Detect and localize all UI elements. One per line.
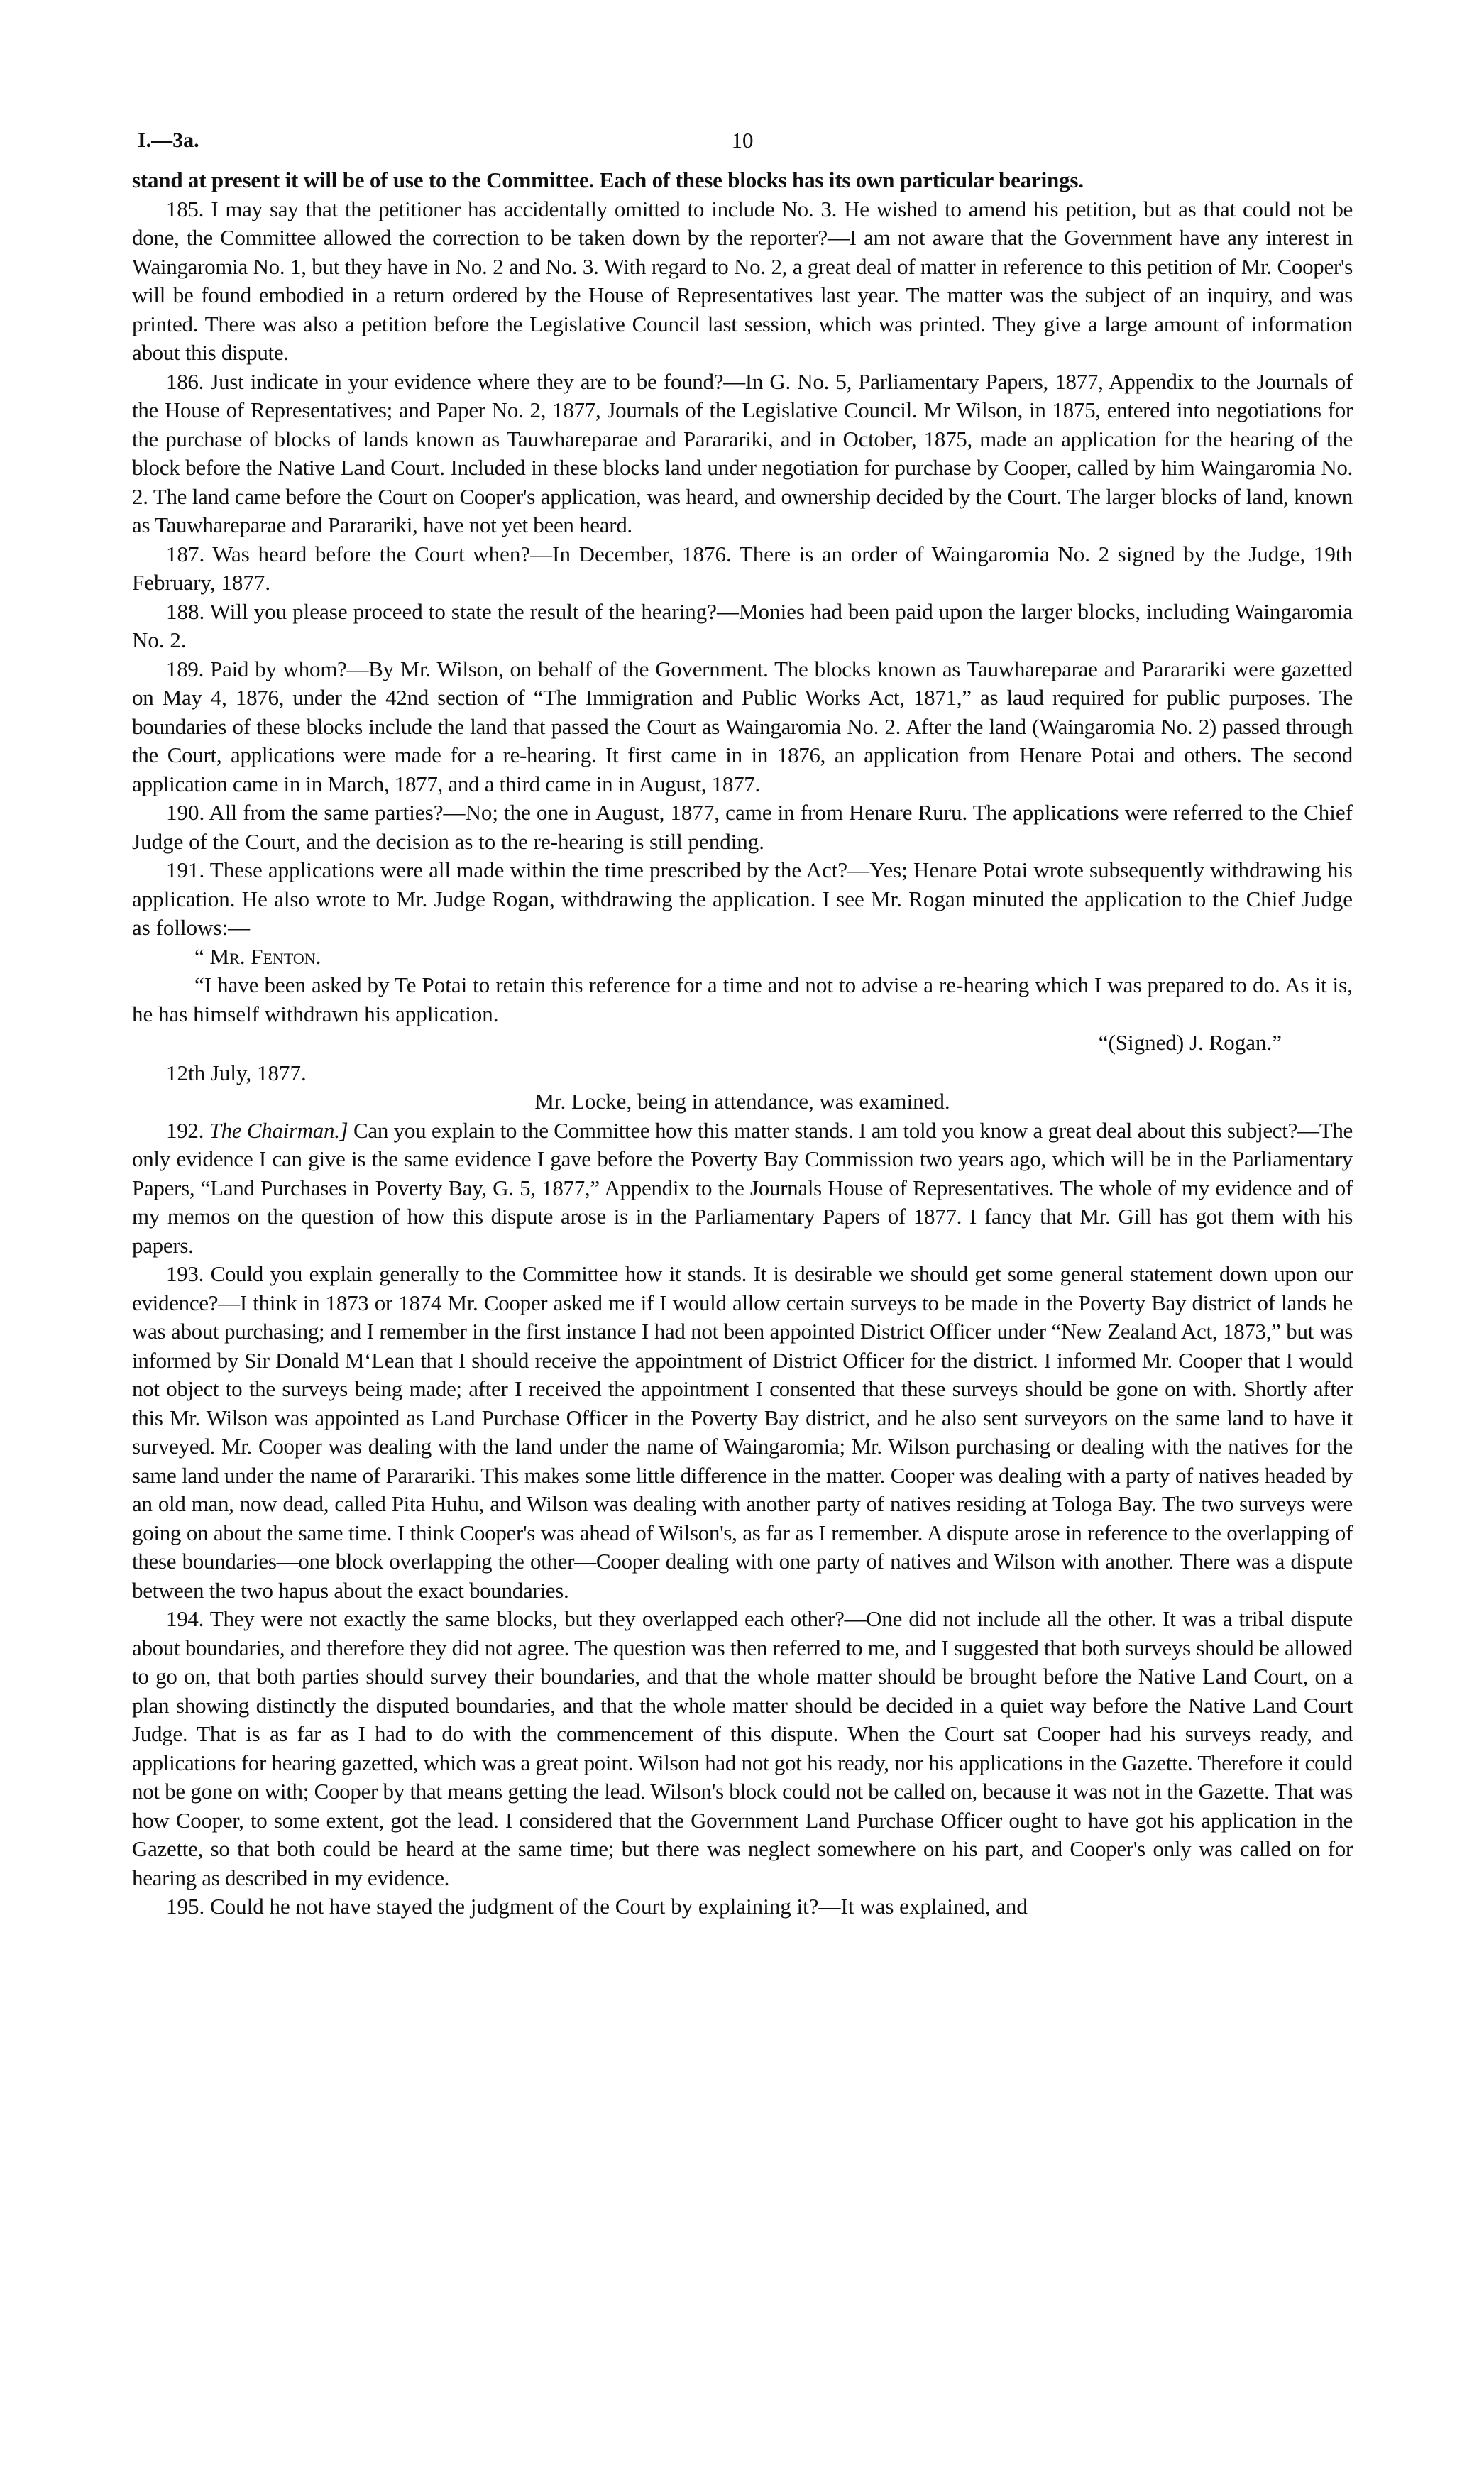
paragraph-191: 191. These applications were all made within the time prescribed by the Act?—Yes; Henare Potai wrote subsequently withdrawing his application. He also wrote to Mr. Judge Rogan, withdrawing the application. I see Mr. Rogan minuted the application to the Chief Judge as follows:— [132,857,1353,940]
page-header [132,121,1353,166]
quoted-minute: “I have been asked by Te Potai to retain this reference for a time and not to advise a re-hearing which I was prepared to do. As it is, he has himself withdrawn his application. [132,972,1353,1026]
paragraph-185: 185. I may say that the petitioner has accidentally omitted to include No. 3. He wished to amend his petition, but as that could not be done, the Committee allowed the correction to be taken down by the reporter?—I am not aware that the Government have any interest in Waingaromia No. 1, but they have in No. 2 and No. 3. With regard to No. 2, a great deal of matter in reference to this petition of Mr. Cooper's will be found embodied in a return ordered by the House of Representatives last year. The matter was the subject of an inquiry, and was printed. There was also a petition before the Legislative Council last session, which was printed. They give a large amount of information about this dispute. [132,196,1353,365]
paragraph-192-speaker: The Chairman.] [209,1117,348,1143]
paragraph-193: 193. Could you explain generally to the Committee how it stands. It is desirable we should get some general statement down upon our evidence?—I think in 1873 or 1874 Mr. Cooper asked me if I would allow certain surveys to be made in the Poverty Bay district of lands he was about purchasing; and I remember in the first instance I had not been appointed District Officer under “New Zealand Act, 1873,” but was informed by Sir Donald M‘Lean that I should receive the appointment of District Officer for the district. I informed Mr. Cooper that I would not object to the surveys being made; after I received the appointment I consented that these surveys should be gone on with. Shortly after this Mr. Wilson was appointed as Land Purchase Officer in the Poverty Bay district, and he also sent surveyors on the same land to have it surveyed. Mr. Cooper was dealing with the land under the name of Waingaromia; Mr. Wilson purchasing or dealing with the natives for the same land under the name of Pararariki. This makes some little difference in the matter. Cooper was dealing with a party of natives headed by an old man, now dead, called Pita Huhu, and Wilson was dealing with another party of natives residing at Tologa Bay. The two surveys were going on about the same time. I think Cooper's was ahead of Wilson's, as far as I remember. A dispute arose in reference to the overlapping of these boundaries—one block overlapping the other—Cooper dealing with one party of natives and Wilson with another. There was a dispute between the two hapus about the exact boundaries. [132,1261,1353,1603]
opening-line: stand at present it will be of use to the Committee. Each of these blocks has its own particular bearings. [132,168,1084,192]
date-line: 12th July, 1877. [166,1060,307,1085]
paragraph-190: 190. All from the same parties?—No; the one in August, 1877, came in from Henare Ruru. The applications were referred to the Chief Judge of the Court, and the decision as to the re-hearing is still pending. [132,800,1353,854]
salutation-line: “ Mr. Fenton. [194,943,321,969]
page-number: 10 [731,128,754,153]
paragraph-187: 187. Was heard before the Court when?—In December, 1876. There is an order of Waingaromia No. 2 signed by the Judge, 19th February, 1877. [132,541,1353,595]
paragraph-194: 194. They were not exactly the same blocks, but they overlapped each other?—One did not include all the other. It was a tribal dispute about boundaries, and therefore they did not agree. The question was then referred to me, and I suggested that both surveys should be allowed to go on, that both parties should survey their boundaries, and that the whole matter should be brought before the Native Land Court, on a plan showing distinctly the disputed boundaries, and that the whole matter should be decided in a quiet way before the Native Land Court Judge. That is as far as I had to do with the commencement of this dispute. When the Court sat Cooper had his surveys ready, and applications for hearing gazetted, which was a great point. Wilson had not got his ready, nor his applications in the Gazette. Therefore it could not be gone on with; Cooper by that means getting the lead. Wilson's block could not be called on, because it was not in the Gazette. That was how Cooper, to some extent, got the lead. I considered that the Government Land Purchase Officer ought to have got his application in the Gazette, so that both could be heard at the same time; but there was neglect somewhere on his part, and Cooper's only was called on for hearing as described in my evidence. [132,1606,1353,1890]
witness-examined-line: Mr. Locke, being in attendance, was examined. [534,1089,950,1114]
paragraph-189: 189. Paid by whom?—By Mr. Wilson, on behalf of the Government. The blocks known as Tauwhareparae and Pararariki were gazetted on May 4, 1876, under the 42nd section of “The Immigration and Public Works Act, 1871,” as laud required for public purposes. The boundaries of these blocks include the land that passed the Court as Waingaromia No. 2. After the land (Waingaromia No. 2) passed through the Court, applications were made for a re-hearing. It first came in in 1876, an application from Henare Potai and others. The second application came in in March, 1877, and a third came in in August, 1877. [132,656,1353,796]
paragraph-186: 186. Just indicate in your evidence where they are to be found?—In G. No. 5, Parliamentary Papers, 1877, Appendix to the Journals of the House of Representatives; and Paper No. 2, 1877, Journals of the Legislative Council. Mr Wilson, in 1875, entered into negotiations for the purchase of blocks of lands known as Tauwhareparae and Pararariki, and in October, 1875, made an application for the hearing of the block before the Native Land Court. Included in these blocks land under negotiation for purchase by Cooper, called by him Waingaromia No. 2. The land came before the Court on Cooper's application, was heard, and ownership decided by the Court. The larger blocks of land, known as Tauwhareparae and Pararariki, have not yet been heard. [132,368,1353,537]
paragraph-195: 195. Could he not have stayed the judgment of the Court by explaining it?—It was explained, and [166,1894,1028,1919]
signature-line: “(Signed) J. Rogan.” [1098,1030,1282,1055]
document-reference: I.—3a. [138,128,199,152]
paragraph-188: 188. Will you please proceed to state the result of the hearing?—Monies had been paid upon the larger blocks, including Waingaromia No. 2. [132,598,1353,652]
paragraph-192 [132,1117,1353,1261]
document-page [132,121,1353,2463]
paragraph-192-text: Can you explain to the Committee how this matter stands. I am told you know a great deal about this subject?—The only evidence I can give is the same evidence I gave before the Poverty Bay Commission two years ago, which will be in the Parliamentary Papers, “Land Purchases in Poverty Bay, G. 5, 1877,” Appendix to the Journals House of Representatives. The whole of my evidence and of my memos on the question of how this dispute arose is in the Parliamentary Papers of 1877. I fancy that Mr. Gill has got them with his papers. [132,1117,1353,1258]
paragraph-192-number: 192. [166,1117,204,1143]
